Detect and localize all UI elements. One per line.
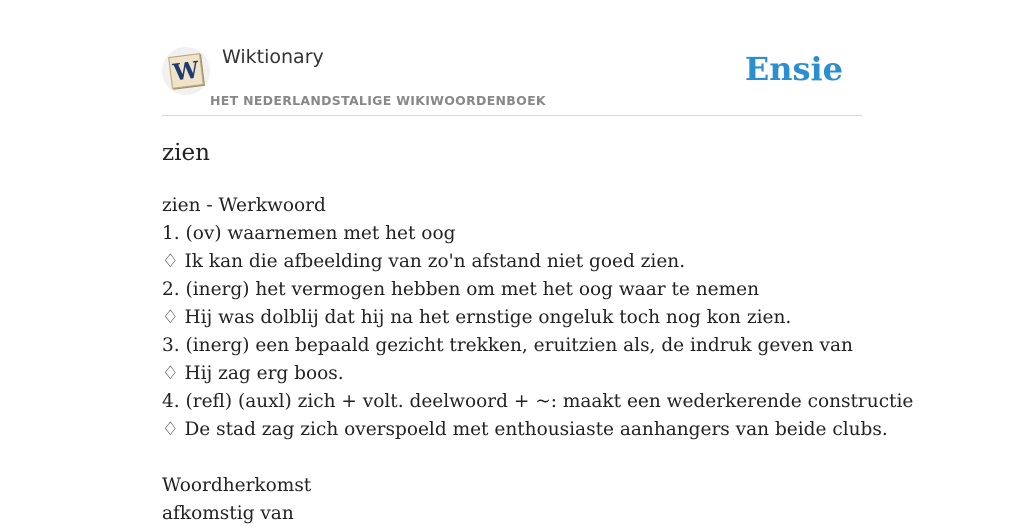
definition-3: 3. (inerg) een bepaald gezicht trekken, eruitzien als, de indruk geven van [162, 335, 853, 356]
entry-body [162, 192, 914, 528]
brand-logo-link[interactable]: Ensie [744, 50, 843, 88]
example-3: ♢ Hij zag erg boos. [162, 363, 344, 384]
source-tagline: HET NEDERLANDSTALIGE WIKIWOORDENBOEK [210, 93, 546, 108]
example-2: ♢ Hij was dolblij dat hij na het ernstige ongeluk toch nog kon zien. [162, 307, 792, 328]
wiktionary-w-tile-icon [168, 53, 204, 89]
etymology-text: afkomstig van [162, 503, 294, 524]
section-spacer [162, 444, 862, 472]
example-1: ♢ Ik kan die afbeelding van zo'n afstand niet goed zien. [162, 251, 686, 272]
page-title: zien [162, 140, 210, 166]
header-divider [162, 115, 862, 116]
definition-1: 1. (ov) waarnemen met het oog [162, 223, 456, 244]
logo-letter: W [171, 56, 201, 86]
example-4: ♢ De stad zag zich overspoeld met enthousiaste aanhangers van beide clubs. [162, 419, 888, 440]
wiktionary-logo [162, 47, 210, 95]
entry-line-pos: zien - Werkwoord [162, 195, 326, 216]
definition-2: 2. (inerg) het vermogen hebben om met het oog waar te nemen [162, 279, 759, 300]
definition-4: 4. (refl) (auxl) zich + volt. deelwoord + ~: maakt een wederkerende constructie [162, 391, 914, 412]
section-title-etymology: Woordherkomst [162, 475, 312, 496]
source-name: Wiktionary [222, 46, 324, 68]
